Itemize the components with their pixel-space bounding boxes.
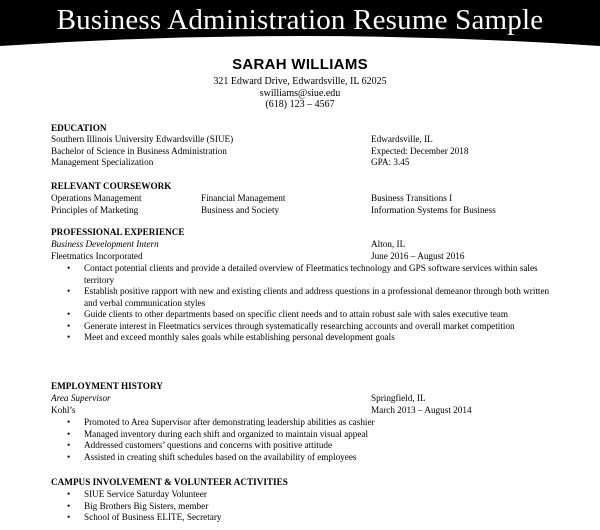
campus-heading: CAMPUS INVOLVEMENT & VOLUNTEER ACTIVITIES — [51, 477, 288, 487]
employment-dates: March 2013 – August 2014 — [371, 405, 472, 415]
course-item: Principles of Marketing — [51, 205, 139, 215]
phone: (618) 123 – 4567 — [265, 99, 335, 110]
employment-heading: EMPLOYMENT HISTORY — [51, 381, 163, 391]
education-degree: Bachelor of Science in Business Administration — [51, 146, 227, 156]
course-item: Business and Society — [201, 205, 280, 215]
education-gpa: GPA: 3.45 — [371, 157, 410, 167]
employment-company: Kohl’s — [51, 405, 76, 415]
professional-bullet-list — [67, 263, 559, 344]
list-item: • Promoted to Area Supervisor after demonstrating leadership abilities as cashier — [67, 417, 559, 429]
professional-dates: June 2016 – August 2016 — [371, 251, 465, 261]
professional-company: Fleetmatics Incorporated — [51, 251, 143, 261]
professional-location: Alton, IL — [371, 239, 406, 249]
education-specialization: Management Specialization — [51, 157, 154, 167]
education-location: Edwardsville, IL — [371, 134, 433, 144]
list-item: • SIUE Service Saturday Volunteer — [67, 489, 559, 501]
list-item: • Generate interest in Fleetmatics services through systematically researching accounts and overall market competition — [67, 321, 559, 333]
employment-location: Springfield, IL — [371, 393, 426, 403]
candidate-name: SARAH WILLIAMS — [232, 56, 368, 73]
course-item: Business Transitions I — [371, 193, 453, 203]
address: 321 Edward Drive, Edwardsville, IL 62025 — [213, 76, 387, 87]
list-item: • Big Brothers Big Sisters, member — [67, 501, 559, 513]
list-item: • Assisted in creating shift schedules based on the availability of employees — [67, 452, 559, 464]
employment-role: Area Supervisor — [51, 393, 111, 403]
list-item: • School of Business ELITE, Secretary — [67, 512, 559, 524]
list-item: • Contact potential clients and provide a detailed overview of Fleetmatics technology and GPS software services within sales territory — [67, 263, 559, 286]
course-item: Financial Management — [201, 193, 286, 203]
coursework-heading: RELEVANT COURSEWORK — [51, 181, 172, 191]
education-expected: Expected: December 2018 — [371, 146, 469, 156]
course-item: Operations Management — [51, 193, 142, 203]
page-title: Business Administration Resume Sample — [56, 4, 544, 36]
title-banner — [0, 0, 600, 60]
list-item: • Establish positive rapport with new and existing clients and address questions in a professional demeanor through both written and verbal communication styles — [67, 286, 559, 309]
professional-role: Business Development Intern — [51, 239, 159, 249]
employment-bullet-list — [67, 417, 559, 463]
course-item: Information Systems for Business — [371, 205, 496, 215]
list-item: • Meet and exceed monthly sales goals while establishing personal development goals — [67, 332, 559, 344]
list-item: • Managed inventory during each shift and organized to maintain visual appeal — [67, 429, 559, 441]
professional-heading: PROFESSIONAL EXPERIENCE — [51, 227, 185, 237]
list-item: • Guide clients to other departments based on specific client needs and to attain robust sale with sales executive team — [67, 309, 559, 321]
education-university: Southern Illinois University Edwardsville (SIUE) — [51, 134, 234, 144]
email: swilliams@siue.edu — [259, 88, 341, 99]
list-item: • Addressed customers’ questions and concerns with positive attitude — [67, 440, 559, 452]
education-heading: EDUCATION — [51, 123, 107, 133]
campus-bullet-list — [67, 489, 559, 524]
